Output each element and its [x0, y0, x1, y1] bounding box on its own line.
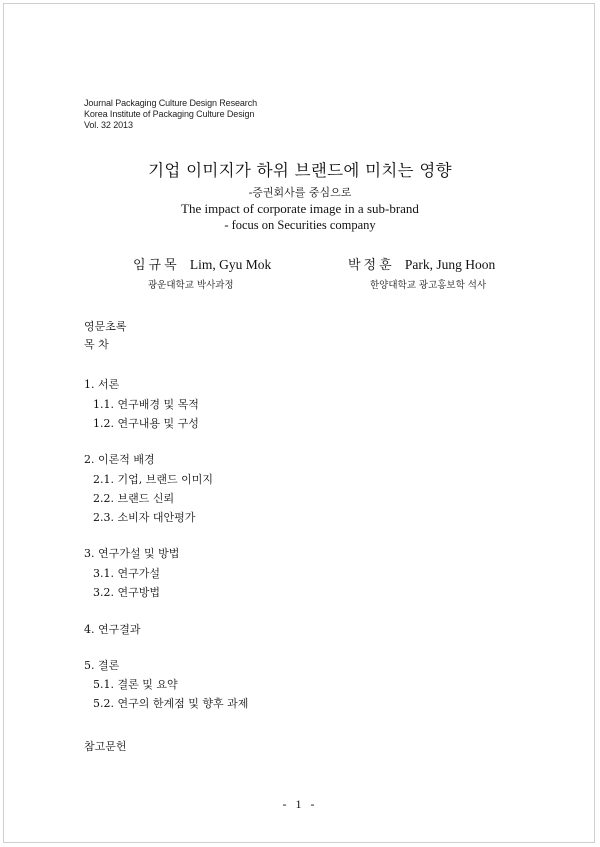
- toc-section-5-1[interactable]: 5.1. 결론 및 요약: [93, 678, 178, 691]
- toc-section-4[interactable]: 4. 연구결과: [84, 623, 141, 636]
- toc-section-3-2[interactable]: 3.2. 연구방법: [93, 586, 160, 599]
- toc-section-5[interactable]: 5. 결론: [84, 659, 120, 672]
- author-2-name-ko: 박정훈: [348, 258, 395, 273]
- toc-section-1[interactable]: 1. 서론: [84, 378, 120, 391]
- toc-section-2[interactable]: 2. 이론적 배경: [84, 453, 155, 466]
- toc-section-2-3[interactable]: 2.3. 소비자 대안평가: [93, 511, 196, 524]
- author-2: [348, 254, 495, 273]
- english-subtitle: - focus on Securities company: [224, 218, 376, 232]
- journal-name: Journal Packaging Culture Design Research: [84, 98, 257, 108]
- title-block: [0, 160, 600, 233]
- english-title: The impact of corporate image in a sub-brand: [181, 201, 419, 216]
- author-1-affiliation: 광운대학교 박사과정: [148, 280, 234, 291]
- toc-heading: 목 차: [84, 338, 109, 351]
- toc-section-1-2[interactable]: 1.2. 연구내용 및 구성: [93, 417, 199, 430]
- toc-section-5-2[interactable]: 5.2. 연구의 한계점 및 향후 과제: [93, 697, 249, 710]
- korean-subtitle: -증권회사를 중심으로: [248, 186, 352, 199]
- page-number: - 1 -: [282, 797, 318, 811]
- journal-publisher: Korea Institute of Packaging Culture Design: [84, 109, 255, 119]
- korean-title: 기업 이미지가 하위 브랜드에 미치는 영향: [148, 161, 452, 180]
- author-1-name-en: Lim, Gyu Mok: [189, 257, 272, 272]
- toc-section-3-1[interactable]: 3.1. 연구가설: [93, 567, 160, 580]
- toc-section-2-1[interactable]: 2.1. 기업, 브랜드 이미지: [93, 473, 213, 486]
- toc-section-1-1[interactable]: 1.1. 연구배경 및 목적: [93, 398, 199, 411]
- author-2-name-en: Park, Jung Hoon: [404, 257, 496, 272]
- author-1: [133, 254, 271, 273]
- toc-section-3[interactable]: 3. 연구가설 및 방법: [84, 547, 180, 560]
- author-2-affiliation: 한양대학교 광고홍보학 석사: [370, 280, 487, 291]
- journal-volume: Vol. 32 2013: [84, 120, 133, 130]
- author-1-name-ko: 임규목: [133, 258, 180, 273]
- toc-abstract[interactable]: 영문초록: [84, 320, 127, 333]
- journal-header: [84, 98, 257, 131]
- toc-section-2-2[interactable]: 2.2. 브랜드 신뢰: [93, 492, 175, 505]
- toc-references[interactable]: 참고문헌: [84, 740, 127, 753]
